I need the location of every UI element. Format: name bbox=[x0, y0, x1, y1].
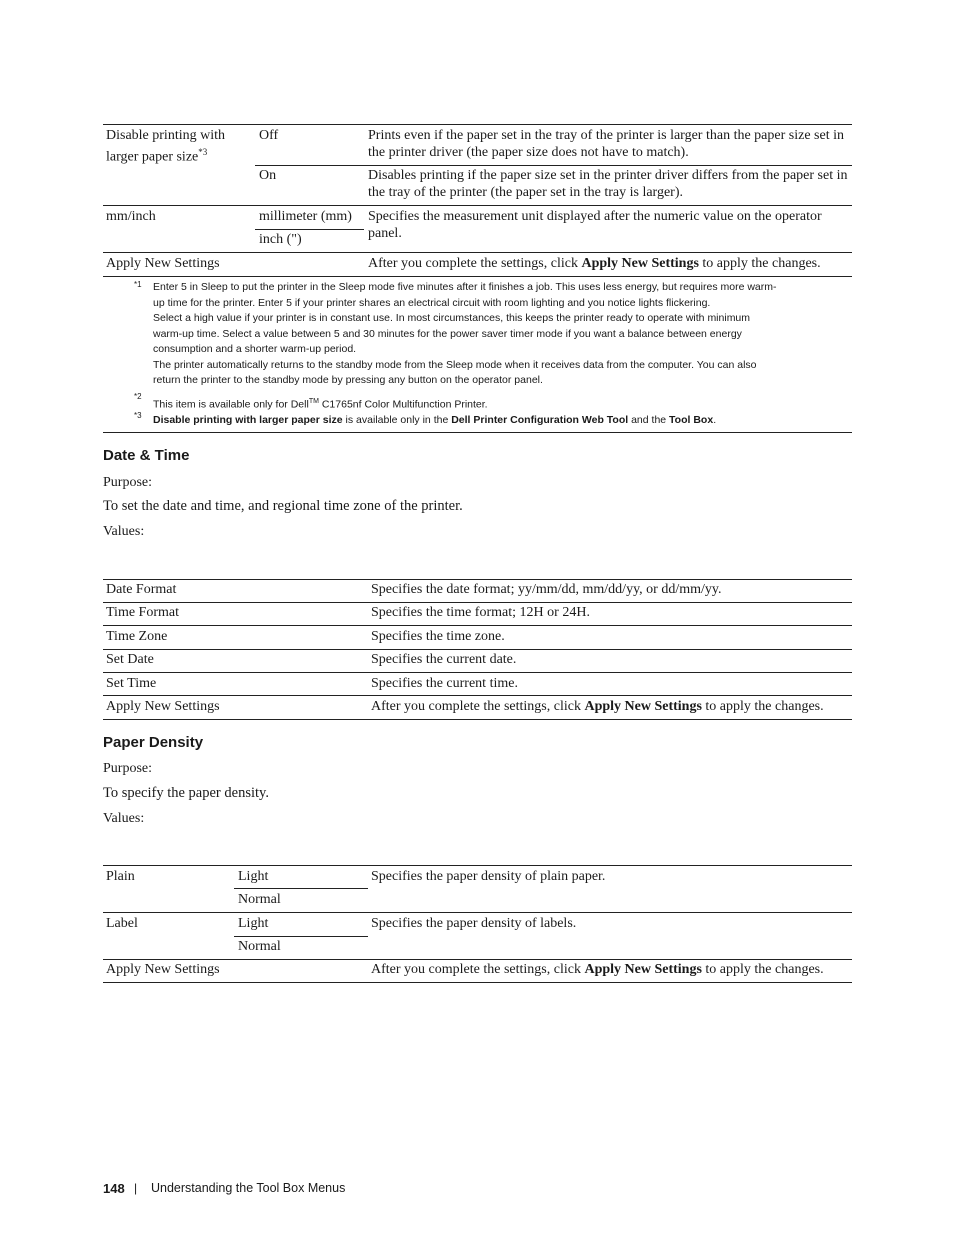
section-heading: Paper Density bbox=[103, 734, 204, 751]
table-top-rule bbox=[103, 865, 852, 866]
row-divider bbox=[103, 672, 852, 673]
row-description: Specifies the date format; yy/mm/dd, mm/dd/yy, or dd/mm/yy. bbox=[371, 582, 722, 597]
table-bottom-rule bbox=[103, 982, 852, 983]
row-description: Specifies the time format; 12H or 24H. bbox=[371, 605, 590, 620]
row-divider bbox=[255, 165, 852, 166]
table-bottom-rule bbox=[103, 432, 852, 433]
table-row-label: Set Time bbox=[106, 676, 157, 691]
option-light: Light bbox=[238, 869, 269, 884]
option-inch: inch (") bbox=[259, 232, 302, 247]
row-divider bbox=[103, 959, 852, 960]
row-divider bbox=[103, 276, 852, 277]
values-label: Values: bbox=[103, 811, 145, 826]
purpose-label: Purpose: bbox=[103, 475, 152, 490]
row-divider bbox=[103, 649, 852, 650]
footnote-mark: *3 bbox=[134, 411, 142, 420]
table-top-rule bbox=[103, 124, 852, 125]
row-description: Specifies the paper density of labels. bbox=[371, 916, 577, 931]
row-divider bbox=[255, 229, 364, 230]
footnote-2: This item is available only for Dell™ C1765nf Color Multifunction Printer. bbox=[153, 398, 488, 411]
row-divider bbox=[234, 936, 368, 937]
row-divider bbox=[103, 625, 852, 626]
table-row-label: Apply New Settings bbox=[106, 699, 220, 714]
table-top-rule bbox=[103, 579, 852, 580]
row-description: Specifies the current time. bbox=[371, 676, 518, 691]
purpose-text: To set the date and time, and regional time zone of the printer. bbox=[103, 498, 463, 514]
footnote-mark: *2 bbox=[134, 392, 142, 401]
option-light: Light bbox=[238, 916, 269, 931]
footnote-3: Disable printing with larger paper size is available only in the Dell Printer Configuration Web Tool and the Tool Box. bbox=[153, 414, 717, 426]
purpose-label: Purpose: bbox=[103, 761, 152, 776]
option-on-description: Disables printing if the paper size set in the printer driver differs from the paper set in the tray of the printer (the paper set in the tray is larger). bbox=[368, 168, 848, 200]
option-off: Off bbox=[259, 128, 279, 143]
table-row-label: Apply New Settings bbox=[106, 256, 220, 271]
row-divider bbox=[103, 912, 852, 913]
row-divider bbox=[103, 602, 852, 603]
purpose-text: To specify the paper density. bbox=[103, 785, 269, 801]
table-row-label: Time Format bbox=[106, 605, 179, 620]
option-normal: Normal bbox=[238, 892, 281, 907]
footer-separator: | bbox=[134, 1181, 138, 1195]
option-millimeter: millimeter (mm) bbox=[259, 209, 352, 224]
row-description: After you complete the settings, click Apply New Settings to apply the changes. bbox=[371, 962, 824, 977]
row-description: Specifies the paper density of plain paper. bbox=[371, 869, 606, 884]
option-off-description: Prints even if the paper set in the tray of the printer is larger than the paper size set in the printer driver (the paper size does not have to match). bbox=[368, 128, 844, 160]
table-row-label: Plain bbox=[106, 869, 135, 884]
table-row-label: Apply New Settings bbox=[106, 962, 220, 977]
table-row-label: Set Date bbox=[106, 652, 154, 667]
footnote-mark: *1 bbox=[134, 280, 142, 289]
row-divider bbox=[103, 205, 852, 206]
footer-title: Understanding the Tool Box Menus bbox=[151, 1181, 346, 1195]
values-label: Values: bbox=[103, 524, 145, 539]
page-number: 148 bbox=[103, 1181, 125, 1196]
row-divider bbox=[234, 888, 368, 889]
footnote-1: Enter 5 in Sleep to put the printer in the Sleep mode five minutes after it finishes a job. This uses less energy, but requires more warm- up time for the printer. Enter 5 if your printer shares an electrical circuit with room lighting and you notice lights flickering. Select a high value if your printer is in constant use. In most circumstances, this keeps the printer ready to operate with minimum warm-up time. Select a value between 5 and 30 minutes for the power saver timer mode if you want a balance between energy consumption and a shorter warm-up period. The printer automatically returns to the standby mode from the Sleep mode when it receives data from the computer. You can also return the printer to the standby mode by pressing any button on the operator panel. bbox=[153, 281, 777, 386]
apply-description: After you complete the settings, click Apply New Settings to apply the changes. bbox=[368, 256, 821, 271]
table-row-label: Time Zone bbox=[106, 629, 168, 644]
section-heading: Date & Time bbox=[103, 447, 190, 464]
table-row-label: Disable printing with larger paper size$^{*3}$ bbox=[106, 128, 225, 165]
option-on: On bbox=[259, 168, 277, 183]
table-row-label: mm/inch bbox=[106, 209, 156, 224]
row-description: Specifies the current date. bbox=[371, 652, 517, 667]
row-description: After you complete the settings, click Apply New Settings to apply the changes. bbox=[371, 699, 824, 714]
row-divider bbox=[103, 252, 852, 253]
mm-inch-description: Specifies the measurement unit displayed after the numeric value on the operator panel. bbox=[368, 209, 822, 241]
option-normal: Normal bbox=[238, 939, 281, 954]
table-row-label: Date Format bbox=[106, 582, 177, 597]
row-divider bbox=[103, 695, 852, 696]
row-description: Specifies the time zone. bbox=[371, 629, 505, 644]
table-row-label: Label bbox=[106, 916, 138, 931]
table-bottom-rule bbox=[103, 719, 852, 720]
